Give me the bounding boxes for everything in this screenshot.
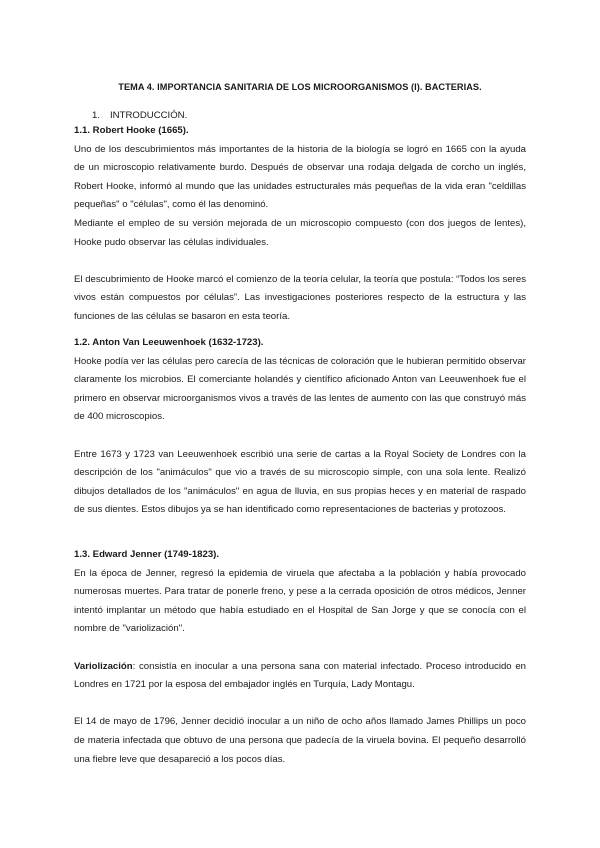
paragraph-hooke-3: El descubrimiento de Hooke marcó el comienzo de la teoría celular, la teoría que postula: “Todos los seres vivos están compuestos por células”. Las investigaciones posteriores respecto de la estructura y las funciones de las células se basaron en esta teoría.: [74, 273, 526, 322]
section-hooke: [74, 122, 526, 327]
intro-heading: [92, 110, 187, 121]
section-leeuwenhoek: [74, 334, 526, 520]
document-title: TEMA 4. IMPORTANCIA SANITARIA DE LOS MICROORGANISMOS (I). BACTERIAS.: [118, 82, 482, 92]
section-heading-hooke: 1.1. Robert Hooke (1665).: [74, 125, 189, 136]
section-jenner: [74, 546, 526, 769]
paragraph-leeuwenhoek-1: Hooke podía ver las células pero carecía de las técnicas de coloración que le hubieran permitido observar claramente los microbios. El comerciante holandés y científico aficionado Anton van Leeuwenhoek fue el primero en observar microorganismos vivos a través de las lentes de aumento con las que construyó más de 400 microscopios.: [74, 355, 526, 423]
paragraph-jenner-1: En la época de Jenner, regresó la epidemia de viruela que afectaba a la población y había provocado numerosas muertes. Para tratar de ponerle freno, y pese a la cerrada oposición de otros médicos, Jenner intentó implantar un método que había estudiado en el Hospital de San Jorge y que se conocía con el nombre de "variolización".: [74, 567, 526, 635]
term-variolizacion: Variolización: [74, 660, 133, 672]
section-heading-leeuwenhoek: 1.2. Anton Van Leeuwenhoek (1632-1723).: [74, 337, 264, 348]
intro-label: INTRODUCCIÓN.: [110, 110, 188, 121]
paragraph-leeuwenhoek-2: Entre 1673 y 1723 van Leeuwenhoek escribió una serie de cartas a la Royal Society de Londres con la descripción de los "animáculos" que vio a través de su microscopio simple, con una sola lente. Realizó dibujos detallados de los "animáculos" en agua de lluvia, en sus propias heces y en material de raspado de sus dientes. Estos dibujos ya se han identificado como representaciones de bacterias y protozoos.: [74, 448, 526, 516]
section-heading-jenner: 1.3. Edward Jenner (1749-1823).: [74, 549, 220, 560]
paragraph-jenner-3: El 14 de mayo de 1796, Jenner decidió inocular a un niño de ocho años llamado James Phillips un poco de materia infectada que obtuvo de una persona que padecía de la viruela bovina. El pequeño desarrolló una fiebre leve que desapareció a los pocos días.: [74, 716, 526, 765]
definition-variolizacion: : consistía en inocular a una persona sana con material infectado. Proceso introducido en Londres en 1721 por la esposa del embajador inglés en Turquía, Lady Montagu.: [74, 660, 526, 691]
paragraph-hooke-1: Uno de los descubrimientos más importantes de la historia de la biología se logró en 1665 con la ayuda de un microscopio relativamente burdo. Después de observar una rodaja delgada de corcho un inglés, Robert Hooke, informó al mundo que las unidades estructurales más pequeñas de la vida eran "celdillas pequeñas" o "células", como él las denominó.: [74, 143, 526, 211]
paragraph-jenner-2: [74, 658, 526, 695]
paragraph-hooke-2: Mediante el empleo de su versión mejorada de un microscopio compuesto (con dos juegos de lentes), Hooke pudo observar las células individuales.: [74, 217, 526, 248]
intro-number: 1.: [92, 110, 101, 121]
